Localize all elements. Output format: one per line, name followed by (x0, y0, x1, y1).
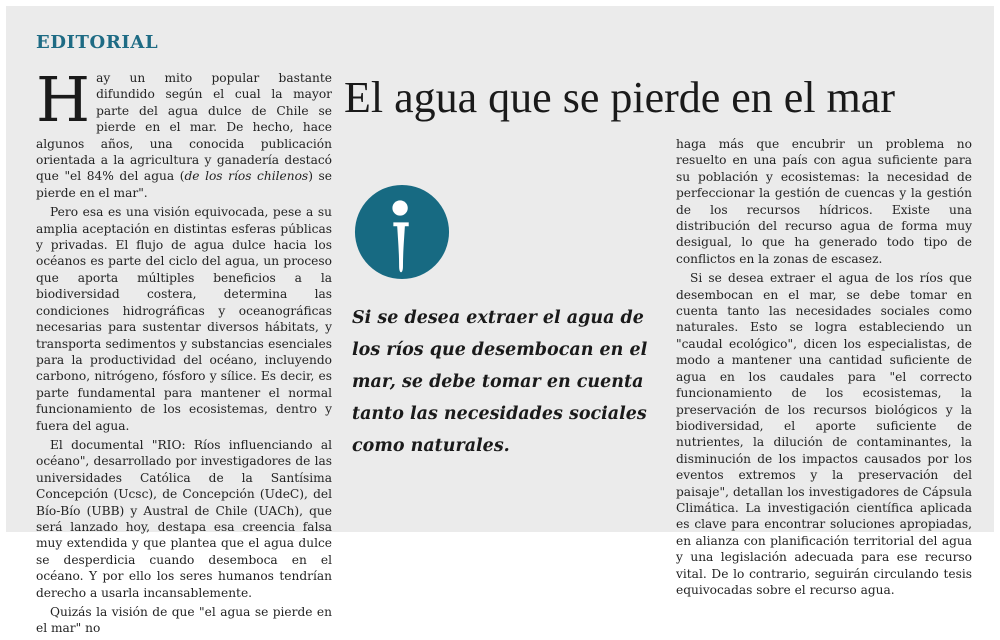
paragraph-5: haga más que encubrir un problema no resuelto en una país con agua suficiente para su población y ecosistemas: la necesidad de perfeccionar la gestión de cuencas y la gestión de los recursos hídricos. Existe una distribución del recurso agua de forma muy desigual, lo que ha generado todo tipo de conflictos en la zonas de escasez. (676, 137, 972, 266)
left-column (36, 63, 332, 640)
pull-quote: Si se desea extraer el agua de los ríos que desembocan en el mar, se debe tomar en cuenta tanto las necesidades sociales como naturales. (352, 308, 648, 456)
info-icon-dot (392, 200, 407, 215)
paragraph-1-text-a: ay un mito popular bastante difundido según el cual la mayor parte del agua dulce de Chile se pierde en el mar. De hecho, hace algunos años, una conocida publicación orientada a la agricultura y ganadería destacó que "el 84% del agua ( (36, 71, 332, 184)
paragraph-6: Si se desea extraer el agua de los ríos que desembocan en el mar, se debe tomar en cuenta tanto las necesidades sociales como naturales. Esto se logra estableciendo un "caudal ecológico", dicen los especialistas, de modo a mantener una cantidad suficiente de agua en los caudales para "el correcto funcionamiento de los ecosistemas, la preservación de los recursos biológicos y la biodiversidad, el aporte suficiente de nutrientes, la dilución de contaminantes, la disminución de los impactos causados por los eventos extremos y la preservación del paisaje", detallan los investigadores de Cápsula Climática. La investigación científica aplicada es clave para encontrar soluciones apropiadas, en alianza con planificación territorial del agua y una legislación adecuada para ese recurso vital. De lo contrario, seguirán circulando tesis equivocadas sobre el recurso agua. (676, 271, 972, 597)
paragraph-1 (36, 63, 332, 201)
editorial-page (6, 6, 994, 636)
paragraph-4: Quizás la visión de que "el agua se pierde en el mar" no (36, 605, 332, 636)
paragraph-1-text-b: ) se pierde en el mar". (36, 169, 332, 200)
paragraph-1-emphasis: de los ríos chilenos (184, 169, 309, 184)
right-column (676, 136, 972, 601)
drop-cap: H (36, 63, 91, 136)
headline: El agua que se pierde en el mar (344, 73, 895, 122)
paragraph-2: Pero esa es una visión equivocada, pese a su amplia aceptación en distintas esferas públicas y privadas. El flujo de agua dulce hacia los océanos es parte del ciclo del agua, un proceso que aporta múltiples beneficios a la biodiversidad costera, determina las condiciones hidrográficas y oceanográficas necesarias para sustentar diversos hábitats, y transporta sedimentos y substancias esenciales para la productividad del océano, incluyendo carbono, nitrógeno, fósforo y sílice. Es decir, es parte fundamental para mantener el normal funcionamiento de los ecosistemas, dentro y fuera del agua. (36, 205, 332, 433)
section-label: EDITORIAL (36, 32, 159, 53)
paragraph-3: El documental "RIO: Ríos influenciando al océano", desarrollado por investigadores de las universidades Católica de la Santísima Concepción (Ucsc), de Concepción (UdeC), del Bío-Bío (UBB) y Austral de Chile (UACh), que será lanzado hoy, destapa esa creencia falsa muy extendida y que plantea que el agua dulce se desperdicia cuando desemboca en el océano. Y por ello los seres humanos tendrían derecho a usarla incansablemente. (36, 437, 332, 600)
info-icon (354, 184, 450, 280)
